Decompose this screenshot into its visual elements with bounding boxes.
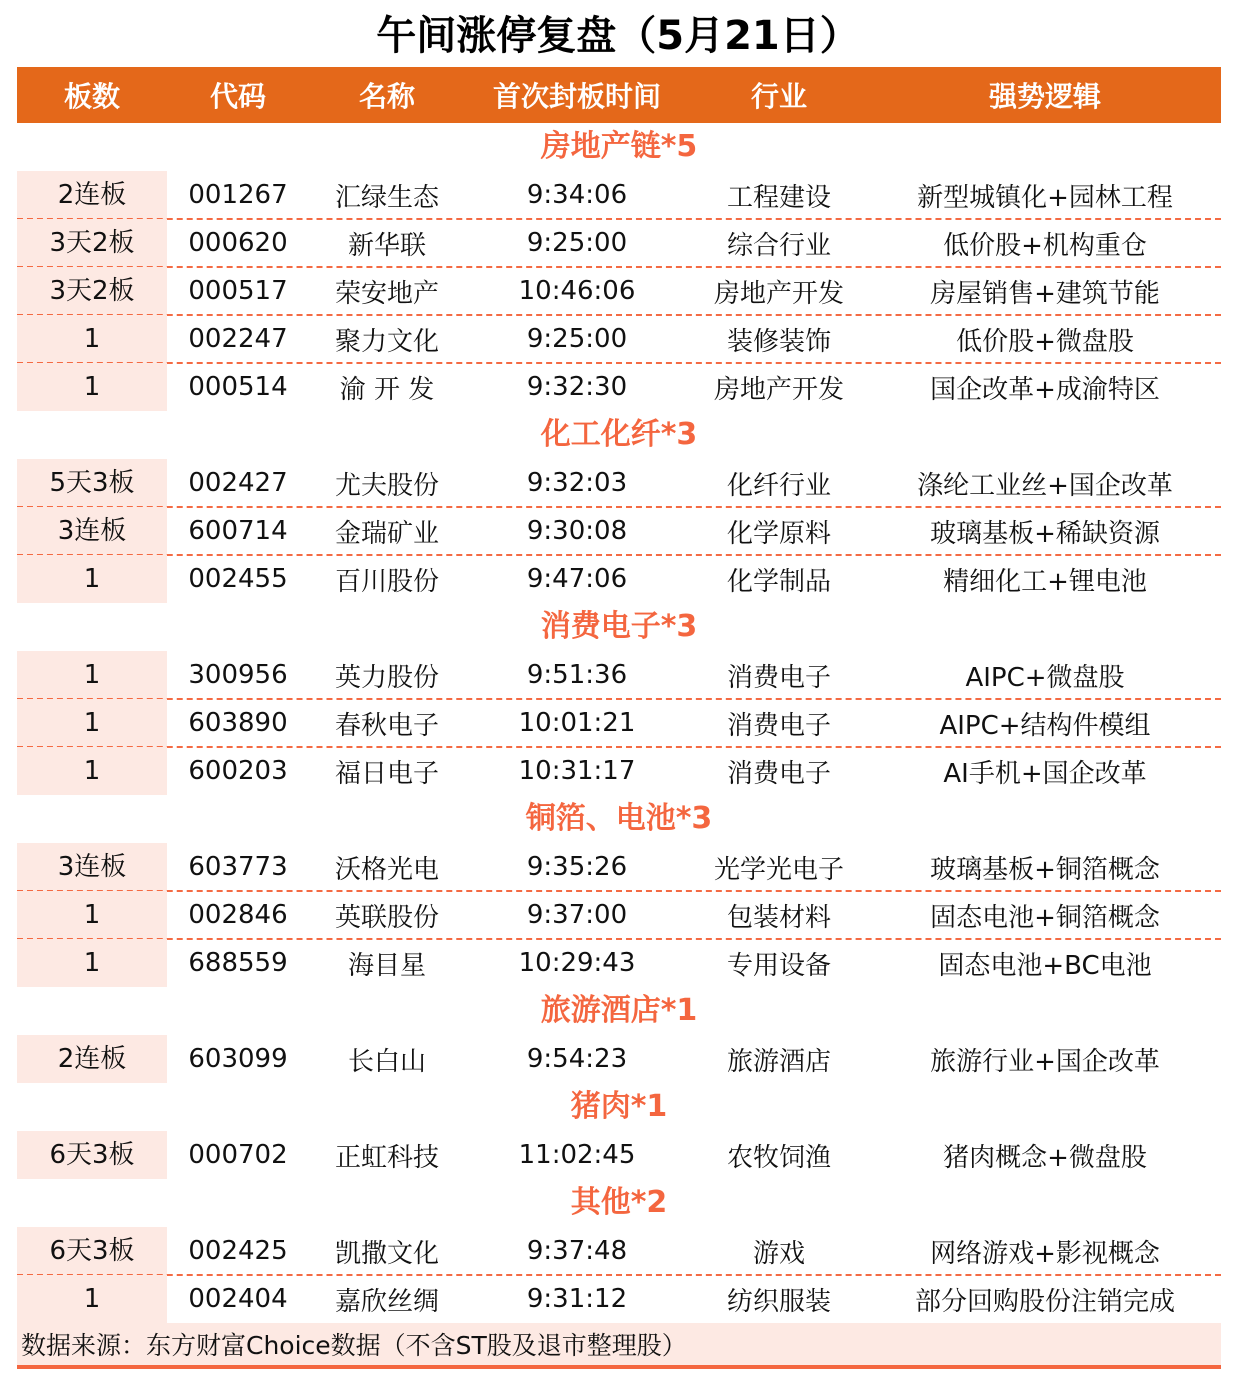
cell-board-count: 1	[17, 699, 167, 747]
cell-stock-name: 新华联	[347, 230, 426, 261]
cell-code: 000514	[188, 372, 288, 402]
cell-stock-name: 荣安地产	[334, 278, 439, 309]
cell-board-count: 6天3板	[17, 1131, 167, 1179]
cell-stock-name: 春秋电子	[334, 710, 439, 741]
cell-logic: 固态电池+BC电池	[938, 950, 1152, 981]
cell-stock-name: 渝 开 发	[339, 374, 435, 405]
cell-first-seal-time: 10:31:17	[518, 756, 636, 786]
section-title: 其他*2	[570, 1185, 668, 1220]
table-row	[17, 843, 1221, 891]
table-row	[17, 651, 1221, 699]
cell-first-seal-time: 10:01:21	[518, 708, 636, 738]
cell-first-seal-time: 9:47:06	[526, 564, 628, 594]
cell-first-seal-time: 9:31:12	[526, 1284, 628, 1314]
header-industry: 行业	[750, 80, 807, 113]
cell-first-seal-time: 9:54:23	[526, 1044, 628, 1074]
cell-industry: 消费电子	[726, 710, 831, 741]
cell-stock-name: 嘉欣丝绸	[334, 1286, 439, 1317]
cell-stock-name: 长白山	[347, 1046, 426, 1077]
cell-industry: 包装材料	[726, 902, 831, 933]
cell-stock-name: 金瑞矿业	[334, 518, 439, 549]
cell-stock-name: 百川股份	[334, 566, 439, 597]
cell-board-count: 1	[17, 1275, 167, 1323]
cell-board-count: 3连板	[17, 507, 167, 555]
section-title: 化工化纤*3	[540, 417, 698, 452]
cell-industry: 消费电子	[726, 758, 831, 789]
cell-first-seal-time: 9:35:26	[526, 852, 628, 882]
cell-first-seal-time: 11:02:45	[518, 1140, 636, 1170]
cell-stock-name: 汇绿生态	[334, 182, 439, 213]
cell-code: 600203	[188, 756, 288, 786]
cell-board-count: 3天2板	[17, 219, 167, 267]
cell-logic: 玻璃基板+稀缺资源	[930, 518, 1160, 549]
header-first-seal-time: 首次封板时间	[492, 80, 661, 113]
header-board-count: 板数	[63, 80, 120, 113]
cell-logic: 涤纶工业丝+国企改革	[917, 470, 1173, 501]
cell-first-seal-time: 9:37:48	[526, 1236, 628, 1266]
cell-board-count: 3连板	[17, 843, 167, 891]
table-row	[17, 1035, 1221, 1083]
table-row	[17, 363, 1221, 411]
table-body	[17, 123, 1221, 1323]
cell-industry: 装修装饰	[726, 326, 831, 357]
cell-stock-name: 正虹科技	[334, 1142, 439, 1173]
table-row	[17, 555, 1221, 603]
cell-first-seal-time: 9:37:00	[526, 900, 628, 930]
cell-board-count: 2连板	[17, 1035, 167, 1083]
cell-logic: 网络游戏+影视概念	[930, 1238, 1160, 1269]
cell-board-count: 1	[17, 891, 167, 939]
cell-first-seal-time: 9:32:03	[526, 468, 628, 498]
cell-industry: 房地产开发	[713, 374, 844, 405]
cell-logic: AIPC+结构件模组	[939, 710, 1151, 741]
cell-industry: 纺织服装	[726, 1286, 831, 1317]
cell-code: 002404	[188, 1284, 288, 1314]
cell-code: 603099	[188, 1044, 288, 1074]
cell-code: 002846	[188, 900, 288, 930]
section-title: 铜箔、电池*3	[525, 801, 713, 836]
cell-logic: AI手机+国企改革	[943, 758, 1147, 789]
cell-stock-name: 沃格光电	[334, 854, 439, 885]
cell-stock-name: 英联股份	[334, 902, 439, 933]
table-row	[17, 1275, 1221, 1323]
cell-industry: 化学原料	[726, 518, 831, 549]
table-row	[17, 507, 1221, 555]
cell-logic: 玻璃基板+铜箔概念	[930, 854, 1160, 885]
cell-code: 688559	[188, 948, 288, 978]
cell-industry: 游戏	[752, 1238, 805, 1269]
section-title: 猪肉*1	[570, 1089, 668, 1124]
page-title: 午间涨停复盘（5月21日）	[376, 13, 860, 59]
cell-first-seal-time: 9:32:30	[526, 372, 628, 402]
cell-stock-name: 凯撒文化	[334, 1238, 439, 1269]
cell-first-seal-time: 10:46:06	[518, 276, 636, 306]
cell-board-count: 1	[17, 651, 167, 699]
table-row	[17, 699, 1221, 747]
data-source-note: 数据来源：东方财富Choice数据（不含ST股及退市整理股）	[17, 1323, 1221, 1369]
cell-logic: 低价股+机构重仓	[943, 230, 1147, 261]
table-header	[17, 67, 1221, 123]
cell-board-count: 1	[17, 939, 167, 987]
cell-logic: 国企改革+成渝特区	[930, 374, 1160, 405]
cell-logic: 精细化工+锂电池	[943, 566, 1147, 597]
cell-first-seal-time: 9:51:36	[526, 660, 628, 690]
cell-code: 000620	[188, 228, 288, 258]
table-row	[17, 459, 1221, 507]
cell-industry: 房地产开发	[713, 278, 844, 309]
cell-board-count: 2连板	[17, 171, 167, 219]
section-title: 旅游酒店*1	[540, 993, 698, 1028]
table-row	[17, 939, 1221, 987]
cell-industry: 专用设备	[726, 950, 831, 981]
table-row	[17, 171, 1221, 219]
cell-first-seal-time: 9:30:08	[526, 516, 628, 546]
cell-industry: 化纤行业	[726, 470, 831, 501]
cell-first-seal-time: 10:29:43	[518, 948, 636, 978]
cell-code: 002455	[188, 564, 288, 594]
header-logic: 强势逻辑	[988, 80, 1101, 113]
table-row	[17, 315, 1221, 363]
cell-code: 603773	[188, 852, 288, 882]
cell-industry: 综合行业	[726, 230, 831, 261]
cell-stock-name: 英力股份	[334, 662, 439, 693]
cell-code: 002425	[188, 1236, 288, 1266]
cell-industry: 光学光电子	[713, 854, 844, 885]
cell-industry: 农牧饲渔	[726, 1142, 831, 1173]
table-row	[17, 1227, 1221, 1275]
cell-industry: 旅游酒店	[726, 1046, 831, 1077]
header-name: 名称	[358, 80, 415, 113]
cell-stock-name: 聚力文化	[334, 326, 439, 357]
cell-board-count: 5天3板	[17, 459, 167, 507]
cell-logic: 新型城镇化+园林工程	[917, 182, 1173, 213]
limit-up-table	[17, 67, 1221, 1369]
table-row	[17, 219, 1221, 267]
cell-code: 002247	[188, 324, 288, 354]
cell-code: 001267	[188, 180, 288, 210]
table-row	[17, 267, 1221, 315]
section-title: 房地产链*5	[540, 129, 698, 164]
cell-logic: 房屋销售+建筑节能	[930, 278, 1160, 309]
cell-code: 600714	[188, 516, 288, 546]
cell-code: 002427	[188, 468, 288, 498]
cell-code: 300956	[188, 660, 288, 690]
cell-logic: 旅游行业+国企改革	[930, 1046, 1160, 1077]
cell-logic: 低价股+微盘股	[956, 326, 1134, 357]
table-row	[17, 891, 1221, 939]
cell-board-count: 1	[17, 363, 167, 411]
cell-first-seal-time: 9:25:00	[526, 324, 628, 354]
cell-code: 000702	[188, 1140, 288, 1170]
cell-industry: 化学制品	[726, 566, 831, 597]
cell-first-seal-time: 9:34:06	[526, 180, 628, 210]
cell-stock-name: 福日电子	[334, 758, 439, 789]
cell-stock-name: 尤夫股份	[334, 470, 439, 501]
cell-logic: AIPC+微盘股	[965, 662, 1125, 693]
cell-logic: 部分回购股份注销完成	[914, 1286, 1175, 1317]
header-code: 代码	[209, 80, 266, 113]
cell-first-seal-time: 9:25:00	[526, 228, 628, 258]
cell-board-count: 3天2板	[17, 267, 167, 315]
table-row	[17, 1131, 1221, 1179]
cell-stock-name: 海目星	[347, 950, 426, 981]
cell-industry: 消费电子	[726, 662, 831, 693]
cell-board-count: 1	[17, 747, 167, 795]
cell-board-count: 1	[17, 315, 167, 363]
cell-logic: 固态电池+铜箔概念	[930, 902, 1160, 933]
cell-logic: 猪肉概念+微盘股	[943, 1142, 1147, 1173]
cell-board-count: 1	[17, 555, 167, 603]
cell-code: 000517	[188, 276, 288, 306]
cell-code: 603890	[188, 708, 288, 738]
section-title: 消费电子*3	[540, 609, 698, 644]
table-row	[17, 747, 1221, 795]
cell-board-count: 6天3板	[17, 1227, 167, 1275]
cell-industry: 工程建设	[726, 182, 831, 213]
